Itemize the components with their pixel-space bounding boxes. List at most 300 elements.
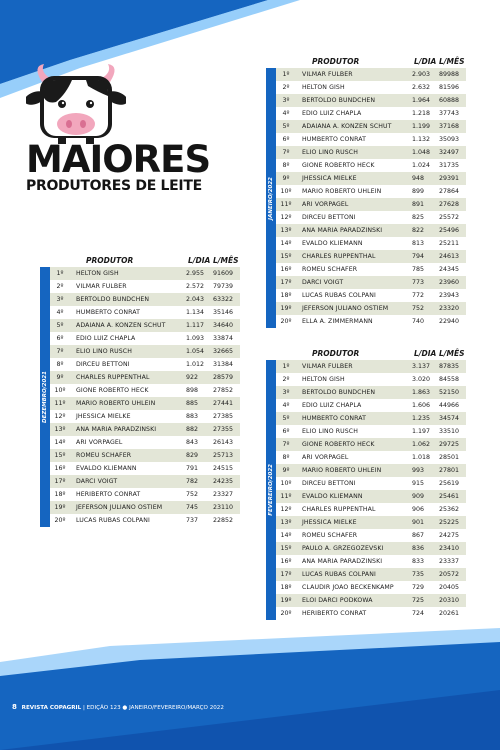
cell-ldia: 729 bbox=[412, 584, 425, 591]
cell-lmes: 27385 bbox=[213, 413, 234, 420]
cell-lmes: 26143 bbox=[213, 439, 234, 446]
cell-lmes: 22940 bbox=[439, 318, 460, 325]
table-row bbox=[50, 332, 240, 345]
table-row bbox=[276, 237, 466, 250]
cell-pos: 13º bbox=[54, 426, 66, 433]
cell-lmes: 89988 bbox=[439, 71, 460, 78]
cell-pos: 5º bbox=[282, 123, 290, 130]
cell-name: ELIO LINO RUSCH bbox=[302, 428, 358, 435]
table-body bbox=[266, 68, 466, 328]
cell-ldia: 882 bbox=[186, 426, 199, 433]
cell-name: HUMBERTO CONRAT bbox=[302, 136, 367, 143]
cell-ldia: 843 bbox=[186, 439, 199, 446]
cell-pos: 18º bbox=[54, 491, 66, 498]
period-label-text: JANEIRO/2022 bbox=[268, 176, 274, 220]
cell-ldia: 2.043 bbox=[186, 296, 205, 303]
cell-ldia: 3.137 bbox=[412, 363, 431, 370]
cell-pos: 8º bbox=[282, 162, 290, 169]
cell-lmes: 23943 bbox=[439, 292, 460, 299]
cell-name: EVALDO KLIEMANN bbox=[302, 240, 363, 247]
cell-name: ELIO LINO RUSCH bbox=[302, 149, 358, 156]
publication-name: REVISTA COPAGRIL bbox=[21, 705, 82, 711]
table-row bbox=[276, 211, 466, 224]
cell-name: PAULO A. GRZEGOZEVSKI bbox=[302, 545, 384, 552]
cell-pos: 13º bbox=[280, 519, 292, 526]
cell-lmes: 28579 bbox=[213, 374, 234, 381]
cell-name: ELOI DARCI PODKOWA bbox=[302, 597, 373, 604]
cell-name: HELTON GISH bbox=[302, 376, 345, 383]
cell-pos: 9º bbox=[56, 374, 64, 381]
cell-name: ARI VORPAGEL bbox=[302, 201, 349, 208]
cell-ldia: 737 bbox=[186, 517, 199, 524]
table-row bbox=[276, 133, 466, 146]
cell-pos: 10º bbox=[54, 387, 66, 394]
cell-pos: 15º bbox=[280, 253, 292, 260]
cell-name: MARIO ROBERTO UHLEIN bbox=[302, 188, 382, 195]
cell-name: MARIO ROBERTO UHLEIN bbox=[76, 400, 156, 407]
column-header-produtor: PRODUTOR bbox=[86, 256, 134, 265]
cell-pos: 16º bbox=[54, 465, 66, 472]
cell-pos: 7º bbox=[56, 348, 64, 355]
cell-lmes: 34574 bbox=[439, 415, 460, 422]
cell-pos: 12º bbox=[280, 506, 292, 513]
cell-pos: 16º bbox=[280, 558, 292, 565]
cell-name: ELLA A. ZIMMERMANN bbox=[302, 318, 373, 325]
page-subtitle: PRODUTORES DE LEITE bbox=[26, 178, 202, 194]
cell-ldia: 906 bbox=[412, 506, 425, 513]
table-row bbox=[276, 107, 466, 120]
column-header-ldia: L/DIA bbox=[414, 349, 437, 358]
table-row bbox=[276, 94, 466, 107]
cell-ldia: 725 bbox=[412, 597, 425, 604]
ranking-table-fevereiro-2022 bbox=[266, 347, 466, 620]
cell-pos: 14º bbox=[280, 240, 292, 247]
cell-name: HUMBERTO CONRAT bbox=[76, 309, 141, 316]
page-title: MAIORES bbox=[26, 138, 211, 181]
cell-pos: 3º bbox=[282, 389, 290, 396]
cell-ldia: 891 bbox=[412, 201, 425, 208]
cell-pos: 7º bbox=[282, 441, 290, 448]
cell-ldia: 772 bbox=[412, 292, 425, 299]
cell-lmes: 31384 bbox=[213, 361, 234, 368]
cell-lmes: 24613 bbox=[439, 253, 460, 260]
table-body bbox=[40, 267, 240, 527]
cell-name: LUCAS RUBAS COLPANI bbox=[302, 571, 376, 578]
table-row bbox=[50, 306, 240, 319]
cell-lmes: 79739 bbox=[213, 283, 234, 290]
cell-lmes: 81596 bbox=[439, 84, 460, 91]
cell-ldia: 785 bbox=[412, 266, 425, 273]
cell-lmes: 28501 bbox=[439, 454, 460, 461]
cell-lmes: 24345 bbox=[439, 266, 460, 273]
cell-pos: 11º bbox=[280, 493, 292, 500]
cell-pos: 1º bbox=[282, 363, 290, 370]
cell-ldia: 1.048 bbox=[412, 149, 431, 156]
cell-pos: 17º bbox=[54, 478, 66, 485]
cell-lmes: 35146 bbox=[213, 309, 234, 316]
cell-pos: 18º bbox=[280, 292, 292, 299]
cell-ldia: 2.903 bbox=[412, 71, 431, 78]
table-row bbox=[276, 503, 466, 516]
period-label-text: DEZEMBRO/2021 bbox=[42, 371, 48, 423]
cell-pos: 10º bbox=[280, 188, 292, 195]
cell-lmes: 22852 bbox=[213, 517, 234, 524]
cell-ldia: 825 bbox=[412, 214, 425, 221]
cell-pos: 19º bbox=[280, 305, 292, 312]
cell-name: EDIO LUIZ CHAPLA bbox=[76, 335, 136, 342]
header-area bbox=[22, 62, 242, 192]
table-row bbox=[276, 159, 466, 172]
cell-ldia: 740 bbox=[412, 318, 425, 325]
cell-lmes: 25713 bbox=[213, 452, 234, 459]
cell-name: ANA MARIA PARADZINSKI bbox=[302, 227, 383, 234]
cell-lmes: 27355 bbox=[213, 426, 234, 433]
table-row bbox=[50, 358, 240, 371]
cell-pos: 19º bbox=[280, 597, 292, 604]
cell-lmes: 27441 bbox=[213, 400, 234, 407]
table-header bbox=[276, 347, 466, 360]
table-row bbox=[276, 477, 466, 490]
cell-name: GIONE ROBERTO HECK bbox=[302, 441, 375, 448]
cell-name: DIRCEU BETTONI bbox=[76, 361, 130, 368]
cell-lmes: 63322 bbox=[213, 296, 234, 303]
cell-lmes: 32665 bbox=[213, 348, 234, 355]
table-row bbox=[276, 276, 466, 289]
table-row bbox=[276, 250, 466, 263]
cell-name: LUCAS RUBAS COLPANI bbox=[76, 517, 150, 524]
cell-name: HELTON GISH bbox=[302, 84, 345, 91]
cell-name: JEFERSON JULIANO OSTIEM bbox=[76, 504, 163, 511]
cell-pos: 6º bbox=[282, 136, 290, 143]
cell-lmes: 34640 bbox=[213, 322, 234, 329]
column-header-ldia: L/DIA bbox=[414, 57, 437, 66]
table-row bbox=[276, 490, 466, 503]
cell-ldia: 1.012 bbox=[186, 361, 205, 368]
cell-ldia: 822 bbox=[412, 227, 425, 234]
cow-icon bbox=[26, 62, 126, 144]
cell-name: GIONE ROBERTO HECK bbox=[302, 162, 375, 169]
cell-ldia: 2.572 bbox=[186, 283, 205, 290]
table-row bbox=[276, 224, 466, 237]
cell-ldia: 1.024 bbox=[412, 162, 431, 169]
cell-pos: 2º bbox=[282, 376, 290, 383]
cell-name: ADAIANA A. KONZEN SCHUT bbox=[76, 322, 166, 329]
cell-name: ANA MARIA PARADZINSKI bbox=[76, 426, 157, 433]
table-row bbox=[276, 81, 466, 94]
cell-ldia: 782 bbox=[186, 478, 199, 485]
cell-pos: 4º bbox=[282, 402, 290, 409]
table-row bbox=[50, 449, 240, 462]
cell-lmes: 25496 bbox=[439, 227, 460, 234]
cell-lmes: 25362 bbox=[439, 506, 460, 513]
cell-ldia: 898 bbox=[186, 387, 199, 394]
cell-ldia: 901 bbox=[412, 519, 425, 526]
table-row bbox=[276, 172, 466, 185]
period-label bbox=[266, 68, 276, 328]
table-row bbox=[276, 68, 466, 81]
cell-lmes: 24275 bbox=[439, 532, 460, 539]
cell-pos: 5º bbox=[56, 322, 64, 329]
cell-ldia: 724 bbox=[412, 610, 425, 617]
cell-ldia: 922 bbox=[186, 374, 199, 381]
column-header-produtor: PRODUTOR bbox=[312, 57, 360, 66]
cell-lmes: 37743 bbox=[439, 110, 460, 117]
cell-lmes: 25619 bbox=[439, 480, 460, 487]
cell-ldia: 1.235 bbox=[412, 415, 431, 422]
table-row bbox=[276, 516, 466, 529]
cell-name: DARCI VOIGT bbox=[76, 478, 118, 485]
cell-name: HUMBERTO CONRAT bbox=[302, 415, 367, 422]
cell-ldia: 1.132 bbox=[412, 136, 431, 143]
cell-ldia: 735 bbox=[412, 571, 425, 578]
cell-lmes: 33510 bbox=[439, 428, 460, 435]
cell-name: JHESSICA MIELKE bbox=[302, 175, 357, 182]
cell-lmes: 60888 bbox=[439, 97, 460, 104]
table-row bbox=[50, 371, 240, 384]
cell-name: JEFERSON JULIANO OSTIEM bbox=[302, 305, 389, 312]
cell-name: EVALDO KLIEMANN bbox=[76, 465, 137, 472]
table-row bbox=[50, 410, 240, 423]
cell-pos: 16º bbox=[280, 266, 292, 273]
cell-pos: 20º bbox=[280, 318, 292, 325]
column-header-lmes: L/MÊS bbox=[213, 256, 239, 265]
cell-ldia: 948 bbox=[412, 175, 425, 182]
cell-name: HELTON GISH bbox=[76, 270, 119, 277]
cell-pos: 9º bbox=[282, 175, 290, 182]
cell-lmes: 25225 bbox=[439, 519, 460, 526]
cell-lmes: 84558 bbox=[439, 376, 460, 383]
table-row bbox=[276, 438, 466, 451]
table-row bbox=[276, 594, 466, 607]
cell-pos: 3º bbox=[282, 97, 290, 104]
cell-lmes: 23320 bbox=[439, 305, 460, 312]
cell-name: BERTOLDO BUNDCHEN bbox=[302, 97, 376, 104]
table-row bbox=[50, 501, 240, 514]
cell-name: JHESSICA MIELKE bbox=[302, 519, 357, 526]
table-row bbox=[50, 293, 240, 306]
cell-ldia: 3.020 bbox=[412, 376, 431, 383]
cell-pos: 17º bbox=[280, 571, 292, 578]
table-header bbox=[50, 254, 240, 267]
table-row bbox=[50, 267, 240, 280]
cell-ldia: 773 bbox=[412, 279, 425, 286]
table-row bbox=[276, 373, 466, 386]
cell-pos: 5º bbox=[282, 415, 290, 422]
table-row bbox=[50, 384, 240, 397]
cell-name: VILMAR FULBER bbox=[302, 71, 353, 78]
cell-pos: 19º bbox=[54, 504, 66, 511]
cell-name: DIRCEU BETTONI bbox=[302, 480, 356, 487]
table-row bbox=[276, 555, 466, 568]
cell-name: ROMEU SCHAFER bbox=[302, 532, 358, 539]
cell-pos: 1º bbox=[56, 270, 64, 277]
cell-ldia: 833 bbox=[412, 558, 425, 565]
cell-lmes: 25461 bbox=[439, 493, 460, 500]
table-row bbox=[276, 360, 466, 373]
page-number: 8 bbox=[12, 703, 17, 711]
cell-name: HERIBERTO CONRAT bbox=[76, 491, 141, 498]
cell-ldia: 1.117 bbox=[186, 322, 205, 329]
ranking-table-dezembro-2021 bbox=[40, 254, 240, 527]
cell-lmes: 20310 bbox=[439, 597, 460, 604]
cell-lmes: 20572 bbox=[439, 571, 460, 578]
cell-lmes: 24515 bbox=[213, 465, 234, 472]
cell-pos: 20º bbox=[54, 517, 66, 524]
cell-pos: 8º bbox=[282, 454, 290, 461]
cell-lmes: 23327 bbox=[213, 491, 234, 498]
cell-pos: 17º bbox=[280, 279, 292, 286]
cell-pos: 4º bbox=[282, 110, 290, 117]
cell-name: EVALDO KLIEMANN bbox=[302, 493, 363, 500]
cell-pos: 13º bbox=[280, 227, 292, 234]
cell-ldia: 883 bbox=[186, 413, 199, 420]
cell-name: CLAUDIR JOAO BECKENKAMP bbox=[302, 584, 394, 591]
table-row bbox=[276, 568, 466, 581]
cell-lmes: 87835 bbox=[439, 363, 460, 370]
table-row bbox=[276, 399, 466, 412]
table-body bbox=[266, 360, 466, 620]
cell-name: CHARLES RUPPENTHAL bbox=[76, 374, 150, 381]
table-row bbox=[276, 302, 466, 315]
cell-lmes: 29391 bbox=[439, 175, 460, 182]
cell-pos: 14º bbox=[280, 532, 292, 539]
cell-name: VILMAR FULBER bbox=[302, 363, 353, 370]
cell-lmes: 37168 bbox=[439, 123, 460, 130]
cell-ldia: 867 bbox=[412, 532, 425, 539]
column-header-lmes: L/MÊS bbox=[439, 349, 465, 358]
cell-lmes: 20261 bbox=[439, 610, 460, 617]
cell-name: ROMEU SCHAFER bbox=[302, 266, 358, 273]
cell-pos: 7º bbox=[282, 149, 290, 156]
cell-name: HERIBERTO CONRAT bbox=[302, 610, 367, 617]
period-label bbox=[40, 267, 50, 527]
table-row bbox=[276, 263, 466, 276]
cell-lmes: 23337 bbox=[439, 558, 460, 565]
cell-ldia: 2.955 bbox=[186, 270, 205, 277]
cell-name: ELIO LINO RUSCH bbox=[76, 348, 132, 355]
cell-ldia: 752 bbox=[412, 305, 425, 312]
cell-lmes: 35093 bbox=[439, 136, 460, 143]
cell-ldia: 1.199 bbox=[412, 123, 431, 130]
cell-pos: 6º bbox=[56, 335, 64, 342]
cell-lmes: 27864 bbox=[439, 188, 460, 195]
table-row bbox=[276, 529, 466, 542]
cell-ldia: 1.062 bbox=[412, 441, 431, 448]
cell-lmes: 23410 bbox=[439, 545, 460, 552]
cell-ldia: 885 bbox=[186, 400, 199, 407]
table-row bbox=[276, 607, 466, 620]
cell-pos: 4º bbox=[56, 309, 64, 316]
cell-ldia: 2.632 bbox=[412, 84, 431, 91]
table-row bbox=[276, 386, 466, 399]
cell-ldia: 909 bbox=[412, 493, 425, 500]
cell-pos: 12º bbox=[54, 413, 66, 420]
table-row bbox=[276, 451, 466, 464]
column-header-ldia: L/DIA bbox=[188, 256, 211, 265]
cell-lmes: 23110 bbox=[213, 504, 234, 511]
table-row bbox=[276, 542, 466, 555]
cell-ldia: 993 bbox=[412, 467, 425, 474]
table-row bbox=[276, 425, 466, 438]
cell-pos: 9º bbox=[282, 467, 290, 474]
cell-name: ROMEU SCHAFER bbox=[76, 452, 132, 459]
table-row bbox=[50, 436, 240, 449]
cell-lmes: 33874 bbox=[213, 335, 234, 342]
cell-ldia: 745 bbox=[186, 504, 199, 511]
cell-lmes: 27801 bbox=[439, 467, 460, 474]
cell-name: LUCAS RUBAS COLPANI bbox=[302, 292, 376, 299]
cell-name: JHESSICA MIELKE bbox=[76, 413, 131, 420]
table-row bbox=[276, 146, 466, 159]
table-row bbox=[50, 488, 240, 501]
cell-name: DARCI VOIGT bbox=[302, 279, 344, 286]
table-row bbox=[276, 581, 466, 594]
cell-name: BERTOLDO BUNDCHEN bbox=[76, 296, 150, 303]
cell-pos: 20º bbox=[280, 610, 292, 617]
page-footer bbox=[12, 703, 224, 711]
cell-pos: 8º bbox=[56, 361, 64, 368]
ranking-table-janeiro-2022 bbox=[266, 55, 466, 328]
table-row bbox=[50, 514, 240, 527]
cell-pos: 1º bbox=[282, 71, 290, 78]
cell-name: CHARLES RUPPENTHAL bbox=[302, 253, 376, 260]
cell-name: VILMAR FULBER bbox=[76, 283, 127, 290]
cell-name: GIONE ROBERTO HECK bbox=[76, 387, 149, 394]
column-header-lmes: L/MÊS bbox=[439, 57, 465, 66]
cell-lmes: 20405 bbox=[439, 584, 460, 591]
table-row bbox=[50, 397, 240, 410]
cell-ldia: 791 bbox=[186, 465, 199, 472]
cell-ldia: 836 bbox=[412, 545, 425, 552]
cell-lmes: 27852 bbox=[213, 387, 234, 394]
cell-ldia: 1.197 bbox=[412, 428, 431, 435]
cell-pos: 15º bbox=[54, 452, 66, 459]
cell-name: ARI VORPAGEL bbox=[76, 439, 123, 446]
cell-pos: 14º bbox=[54, 439, 66, 446]
table-row bbox=[276, 198, 466, 211]
table-row bbox=[50, 475, 240, 488]
cell-pos: 10º bbox=[280, 480, 292, 487]
cell-lmes: 24235 bbox=[213, 478, 234, 485]
cell-ldia: 813 bbox=[412, 240, 425, 247]
table-row bbox=[276, 120, 466, 133]
cell-ldia: 1.054 bbox=[186, 348, 205, 355]
cell-ldia: 1.606 bbox=[412, 402, 431, 409]
cell-ldia: 915 bbox=[412, 480, 425, 487]
cell-ldia: 1.093 bbox=[186, 335, 205, 342]
table-header bbox=[276, 55, 466, 68]
cell-ldia: 752 bbox=[186, 491, 199, 498]
cell-pos: 11º bbox=[54, 400, 66, 407]
table-row bbox=[276, 185, 466, 198]
cell-lmes: 44966 bbox=[439, 402, 460, 409]
cell-name: ARI VORPAGEL bbox=[302, 454, 349, 461]
cell-name: ADAIANA A. KONZEN SCHUT bbox=[302, 123, 392, 130]
table-row bbox=[276, 289, 466, 302]
cell-lmes: 29725 bbox=[439, 441, 460, 448]
cell-pos: 18º bbox=[280, 584, 292, 591]
cell-lmes: 25211 bbox=[439, 240, 460, 247]
cell-ldia: 1.134 bbox=[186, 309, 205, 316]
table-row bbox=[50, 423, 240, 436]
cell-ldia: 1.018 bbox=[412, 454, 431, 461]
cell-pos: 3º bbox=[56, 296, 64, 303]
cell-name: DIRCEU BETTONI bbox=[302, 214, 356, 221]
table-row bbox=[276, 315, 466, 328]
cell-ldia: 899 bbox=[412, 188, 425, 195]
cell-name: BERTOLDO BUNDCHEN bbox=[302, 389, 376, 396]
cell-name: EDIO LUIZ CHAPLA bbox=[302, 110, 362, 117]
